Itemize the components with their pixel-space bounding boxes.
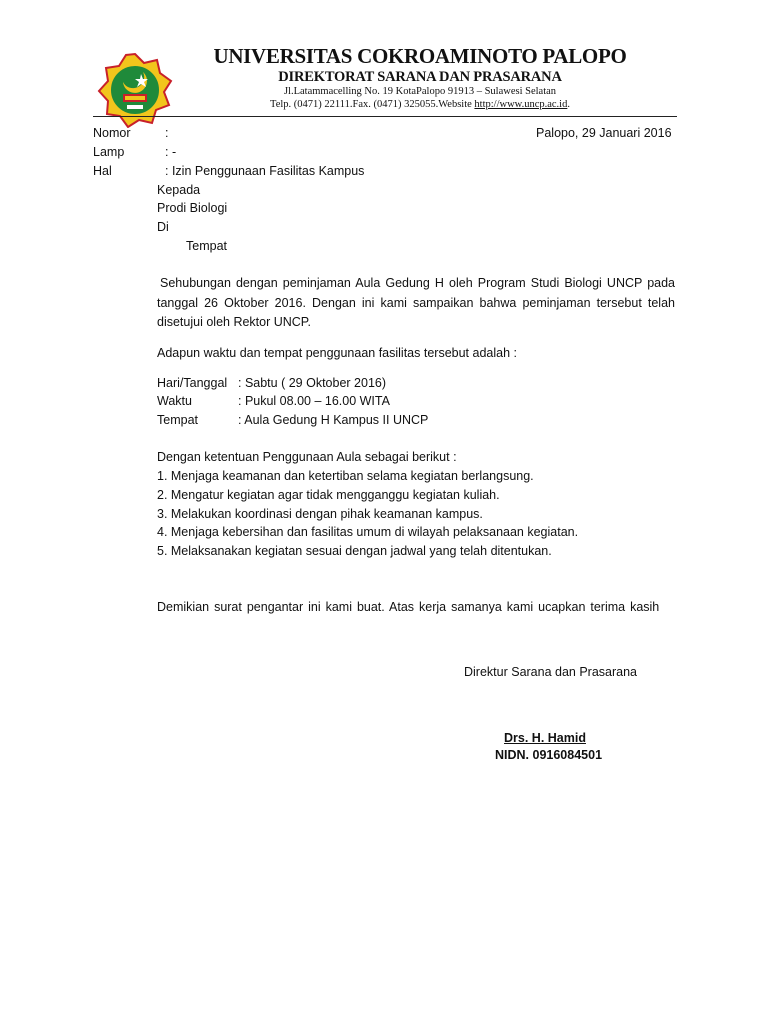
rule-item: 3. Melakukan koordinasi dengan pihak keamanan kampus. (157, 507, 483, 521)
contact-suffix: . (567, 99, 570, 110)
directorate-name: DIREKTORAT SARANA DAN PRASARANA (278, 69, 562, 85)
tempat-label: Tempat (157, 413, 198, 427)
hal-value: : Izin Penggunaan Fasilitas Kampus (165, 164, 365, 178)
website-link[interactable]: http://www.uncp.ac.id (474, 99, 568, 110)
recipient-line-3: Di (157, 220, 169, 234)
university-name: UNIVERSITAS COKROAMINOTO PALOPO (213, 44, 627, 68)
recipient-line-4: Tempat (186, 239, 227, 253)
letter-date: Palopo, 29 Januari 2016 (536, 126, 672, 140)
nomor-label: Nomor (93, 126, 131, 140)
nomor-value: : (165, 126, 169, 140)
hari-label: Hari/Tanggal (157, 376, 228, 390)
lamp-label: Lamp (93, 145, 125, 159)
rules-intro: Dengan ketentuan Penggunaan Aula sebagai berikut : (157, 450, 457, 464)
recipient-line-1: Kepada (157, 183, 201, 197)
contact-prefix: Telp. (0471) 22111.Fax. (0471) 325055.Website (270, 99, 475, 110)
rule-item: 1. Menjaga keamanan dan ketertiban selama kegiatan berlangsung. (157, 469, 534, 483)
tempat-value: : Aula Gedung H Kampus II UNCP (238, 413, 429, 427)
waktu-label: Waktu (157, 394, 192, 408)
signatory-nidn: NIDN. 0916084501 (495, 748, 603, 762)
contact-line (200, 99, 640, 110)
address-line: Jl.Latammacelling No. 19 KotaPalopo 91913 – Sulawesi Selatan (283, 86, 557, 97)
signatory-name: Drs. H. Hamid (504, 731, 586, 745)
hari-value: : Sabtu ( 29 Oktober 2016) (238, 376, 387, 390)
rule-item: 5. Melaksanakan kegiatan sesuai dengan jadwal yang telah ditentukan. (157, 544, 552, 558)
body-paragraph-1: Sehubungan dengan peminjaman Aula Gedung H oleh Program Studi Biologi UNCP pada tanggal 26 Oktober 2016. Dengan ini kami sampaikan bahwa peminjaman tersebut telah disetujui oleh Rektor UNCP. (157, 276, 675, 329)
lamp-value: : - (165, 145, 177, 159)
signatory-position: Direktur Sarana dan Prasarana (464, 665, 638, 679)
body-paragraph-2: Adapun waktu dan tempat penggunaan fasilitas tersebut adalah : (157, 346, 517, 360)
header-divider (93, 116, 677, 117)
hal-label: Hal (93, 164, 112, 178)
closing-sentence: Demikian surat pengantar ini kami buat. Atas kerja samanya kami ucapkan terima kasih (157, 600, 660, 614)
rule-item: 4. Menjaga kebersihan dan fasilitas umum di wilayah pelaksanaan kegiatan. (157, 525, 579, 539)
waktu-value: : Pukul 08.00 – 16.00 WITA (238, 394, 390, 408)
rule-item: 2. Mengatur kegiatan agar tidak mengganggu kegiatan kuliah. (157, 488, 500, 502)
recipient-line-2: Prodi Biologi (157, 201, 228, 215)
